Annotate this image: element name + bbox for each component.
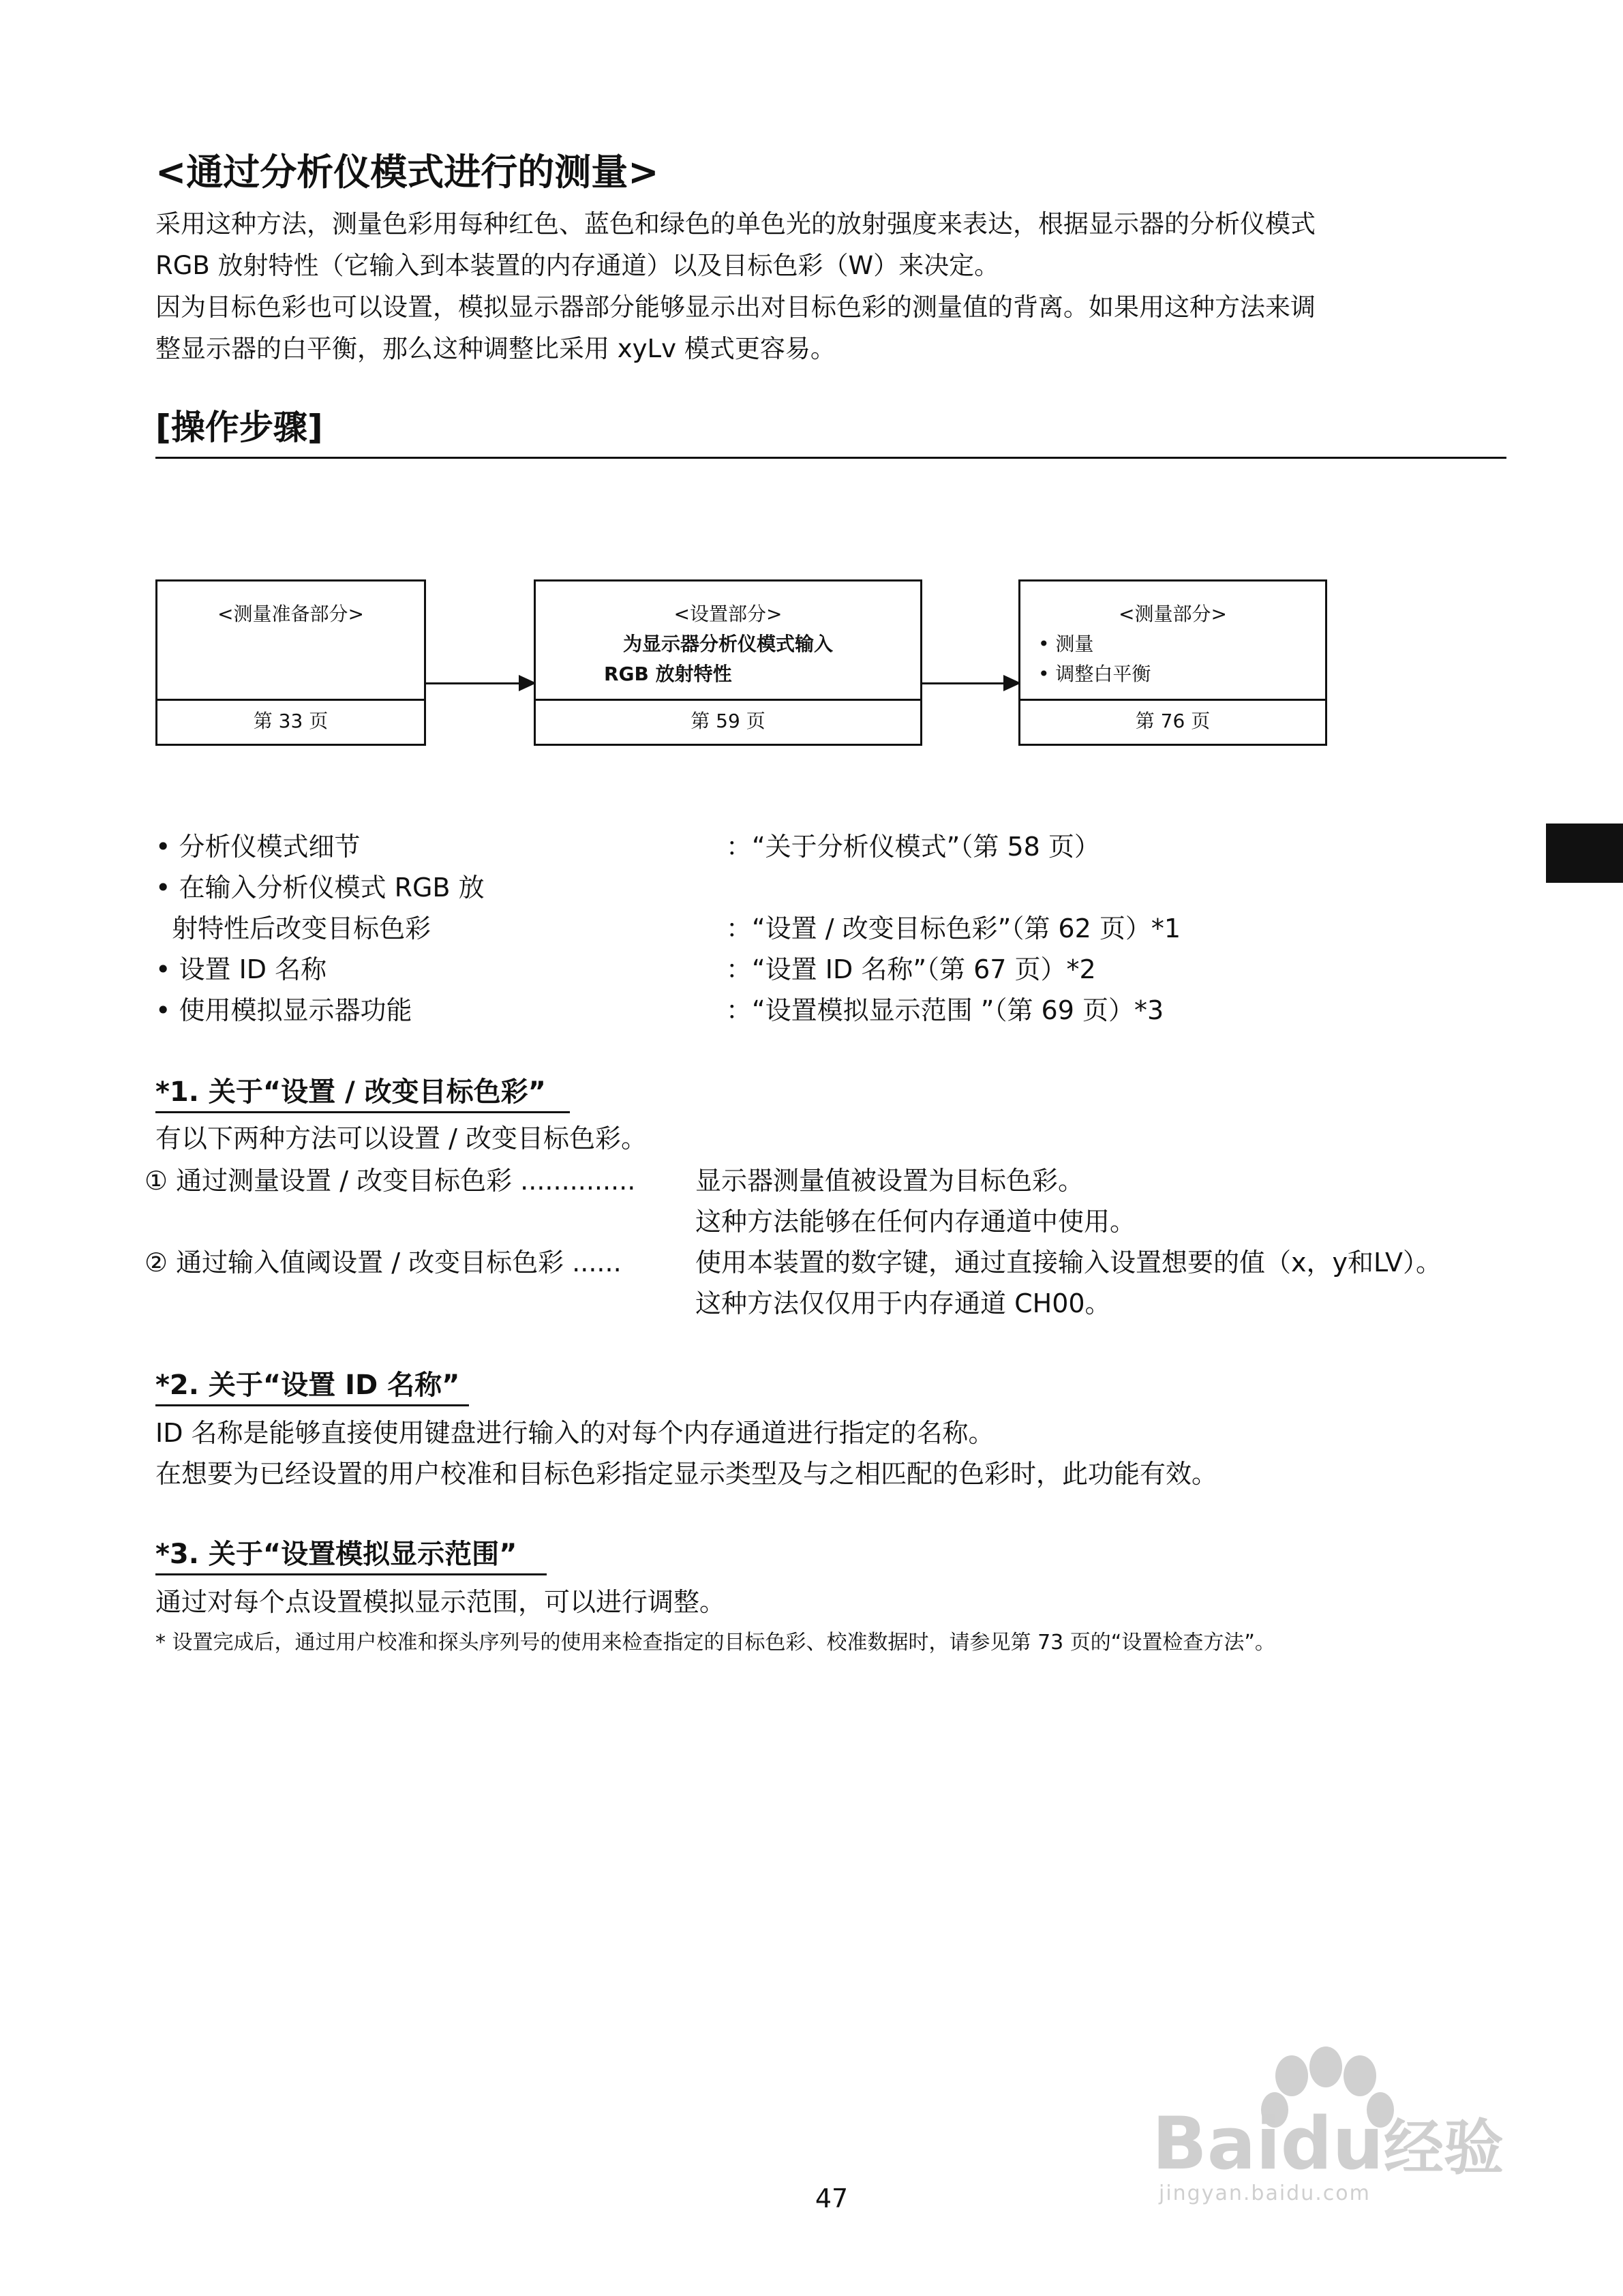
page-number: 47 — [815, 2184, 849, 2214]
section-rule — [155, 457, 1506, 459]
intro-line: 采用这种方法，测量色彩用每种红色、蓝色和绿色的单色光的放射强度来表达，根据显示器的分析仪模式 — [155, 209, 1316, 239]
baidu-watermark-logo — [1152, 2045, 1534, 2205]
chapter-tab-marker — [1546, 824, 1623, 883]
section-1-desc: 有以下两种方法可以设置 / 改变目标色彩。 — [155, 1123, 647, 1153]
page-title: <通过分析仪模式进行的测量> — [155, 151, 659, 194]
flow-box-heading: <设置部分> — [673, 603, 783, 625]
steps-heading: [操作步骤] — [155, 408, 323, 447]
ref-item-right: ：“设置 / 改变目标色彩”（第 62 页）*1 — [726, 913, 1181, 943]
flow-arrow-2 — [922, 682, 1018, 684]
watermark-brand: du — [1280, 2102, 1384, 2186]
flow-box-page: 第 33 页 — [253, 710, 329, 732]
flow-box-line: RGB 放射特性 — [604, 663, 732, 685]
flow-box-line: 为显示器分析仪模式输入 — [622, 633, 833, 655]
intro-text — [155, 203, 1519, 369]
flow-box-line: • 测量 — [1038, 633, 1094, 655]
intro-line: RGB 放射特性（它输入到本装置的内存通道）以及目标色彩（W）来决定。 — [155, 251, 1000, 280]
method-1-label: ① 通过测量设置 / 改变目标色彩 .............. — [145, 1166, 636, 1196]
ref-item-left: 射特性后改变目标色彩 — [155, 913, 431, 943]
flow-arrow-1 — [426, 682, 534, 684]
ref-item-right: ：“设置模拟显示范围 ”（第 69 页）*3 — [726, 995, 1164, 1025]
section-2-text: 在想要为已经设置的用户校准和目标色彩指定显示类型及与之相匹配的色彩时，此功能有效。 — [155, 1459, 1218, 1489]
flow-box-setup — [534, 579, 922, 746]
ref-item-right: ：“关于分析仪模式”（第 58 页） — [726, 832, 1100, 862]
watermark-brand-cn: 经验 — [1384, 2113, 1504, 2183]
footnote: * 设置完成后，通过用户校准和探头序列号的使用来检查指定的目标色彩、校准数据时，请参见第 73 页的“设置检查方法”。 — [155, 1631, 1275, 1655]
intro-line: 因为目标色彩也可以设置，模拟显示器部分能够显示出对目标色彩的测量值的背离。如果用这种方法来调 — [155, 292, 1316, 322]
flow-box-page: 第 76 页 — [1135, 710, 1211, 732]
section-3-heading: *3. 关于“设置模拟显示范围” — [155, 1539, 517, 1570]
ref-item-left: • 使用模拟显示器功能 — [155, 995, 412, 1025]
section-1-underline — [155, 1111, 570, 1113]
ref-item-left: • 分析仪模式细节 — [155, 832, 361, 862]
flow-box-line: • 调整白平衡 — [1038, 663, 1151, 685]
intro-line: 整显示器的白平衡，那么这种调整比采用 xyLv 模式更容易。 — [155, 334, 836, 363]
flow-box-preparation — [155, 579, 426, 746]
section-2-text: ID 名称是能够直接使用键盘进行输入的对每个内存通道进行指定的名称。 — [155, 1418, 995, 1448]
method-2-desc: 这种方法仅仅用于内存通道 CH00。 — [695, 1288, 1111, 1318]
section-3-underline — [155, 1573, 547, 1575]
method-1-desc: 显示器测量值被设置为目标色彩。 — [695, 1166, 1084, 1196]
ref-item-left: • 在输入分析仪模式 RGB 放 — [155, 873, 485, 903]
section-2-underline — [155, 1404, 469, 1406]
section-1-heading: *1. 关于“设置 / 改变目标色彩” — [155, 1076, 546, 1108]
flow-box-measurement — [1018, 579, 1327, 746]
method-1-desc: 这种方法能够在任何内存通道中使用。 — [695, 1207, 1136, 1237]
section-2-heading: *2. 关于“设置 ID 名称” — [155, 1370, 460, 1401]
watermark-url: jingyan.baidu.com — [1159, 2181, 1371, 2205]
section-3-text: 通过对每个点设置模拟显示范围，可以进行调整。 — [155, 1587, 726, 1617]
method-2-desc: 使用本装置的数字键，通过直接输入设置想要的值（x，y和LV）。 — [695, 1248, 1442, 1278]
method-2-label: ② 通过输入值阈设置 / 改变目标色彩 ...... — [145, 1248, 622, 1278]
flow-box-heading: <测量部分> — [1119, 603, 1227, 625]
flow-box-page: 第 59 页 — [691, 710, 765, 732]
watermark-brand: Bai — [1152, 2102, 1281, 2186]
flow-box-heading: <测量准备部分> — [217, 603, 364, 625]
ref-item-right: ：“设置 ID 名称”（第 67 页）*2 — [726, 954, 1096, 984]
ref-item-left: • 设置 ID 名称 — [155, 954, 327, 984]
